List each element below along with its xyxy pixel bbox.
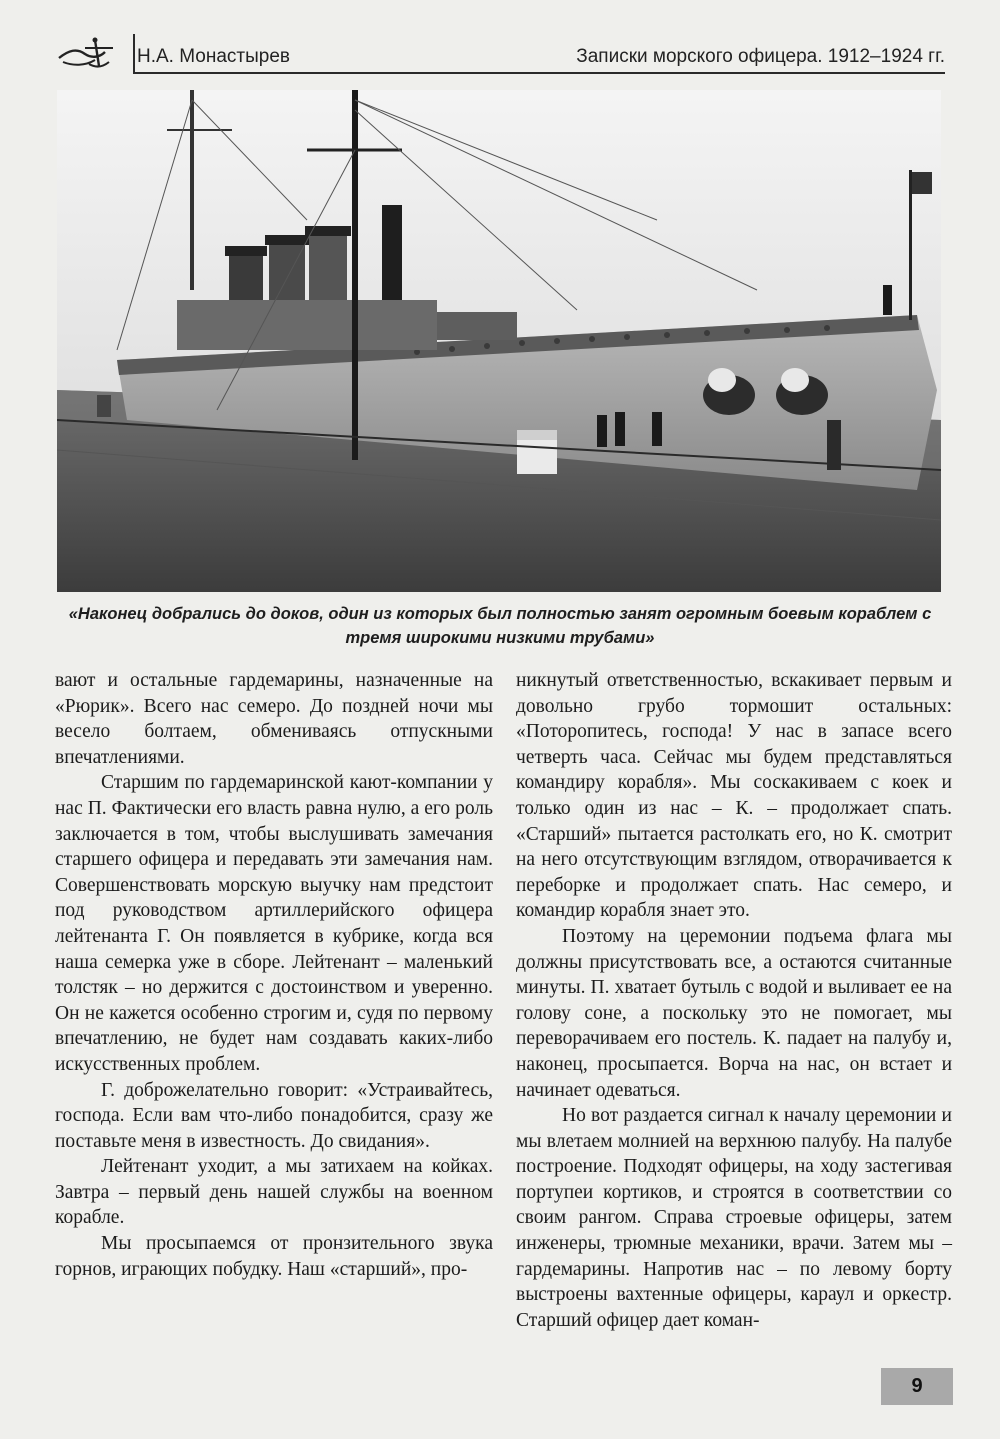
battleship-photo	[57, 90, 941, 592]
paragraph: Поэтому на церемонии подъема флага мы должны присутствовать все, а остаются считанные минуты. П. хватает бутыль с водой и выливает ее на голову соне, а поскольку это не помогает, мы переворачиваем его постель. К. падает на палубу и, наконец, просыпается. Ворча на нас, он встает и начинает одеваться.	[516, 925, 952, 1101]
paragraph: никнутый ответственностью, вскакивает первым и довольно грубо тормошит остальных: «Поторопитесь, господа! У нас в запасе всего четверть часа. Сейчас мы будем представляться командиру корабля». Мы соскакиваем с коек и только один из нас – К. – продолжает спать. «Старший» пытается растолкать его, но К. смотрит на него отсутствующим взглядом, отворачивается к переборке и продолжает спать. Нас семеро, и командир корабля знает это.	[516, 670, 952, 922]
header-book-title: Записки морского офицера. 1912–1924 гг.	[576, 46, 945, 67]
paragraph: Старшим по гардемаринской кают-компании у нас П. Фактически его власть равна нулю, а его роль заключается в том, чтобы выслушивать замечания старшего офицера и передавать эти замечания нам. Совершенствовать морскую выучку нам предстоит под руководством артиллерийского офицера лейтенанта Г. Он появляется в кубрике, когда вся наша семерка уже в сборе. Лейтенант – маленький толстяк – но держится с достоинством и уверенно. Он не кажется особенно строгим и, судя по первому впечатлению, не будет нам создавать каких-либо искусственных проблем.	[55, 772, 493, 1075]
header-author: Н.А. Монастырев	[137, 46, 290, 67]
anchor-emblem-icon	[55, 36, 121, 72]
header-underline	[133, 72, 945, 74]
paragraph: Мы просыпаемся от пронзительного звука горнов, играющих побудку. Наш «старший», про-	[55, 1233, 493, 1280]
paragraph: вают и остальные гардемарины, назначенные на «Рюрик». Всего нас семеро. До поздней ночи мы весело болтаем, обмениваясь отпускными впечатлениями.	[55, 670, 493, 768]
photo-caption: «Наконец добрались до доков, один из которых был полностью занят огромным боевым кораблем с тремя широкими низкими трубами»	[68, 605, 932, 647]
paragraph: Г. доброжелательно говорит: «Устраивайтесь, господа. Если вам что-либо понадобится, сразу же поставьте меня в известность. До свидания».	[55, 1079, 493, 1152]
paragraph: Лейтенант уходит, а мы затихаем на койках. Завтра – первый день нашей службы на военном корабле.	[55, 1156, 493, 1229]
page-number: 9	[881, 1368, 953, 1405]
text-column-left	[55, 668, 493, 1282]
header-divider	[133, 34, 135, 72]
text-column-right	[516, 668, 952, 1333]
paragraph: Но вот раздается сигнал к началу церемонии и мы влетаем молнией на верхнюю палубу. На палубе построение. Подходят офицеры, на ходу застегивая портупеи кортиков, и строятся в соответствии со своим рангом. Справа строевые офицеры, затем инженеры, трюмные механики, врачи. Затем мы – гардемарины. Напротив нас – по левому борту выстроены вахтенные офицеры, караул и оркестр. Старший офицер дает коман-	[516, 1105, 952, 1331]
running-header	[55, 28, 945, 80]
